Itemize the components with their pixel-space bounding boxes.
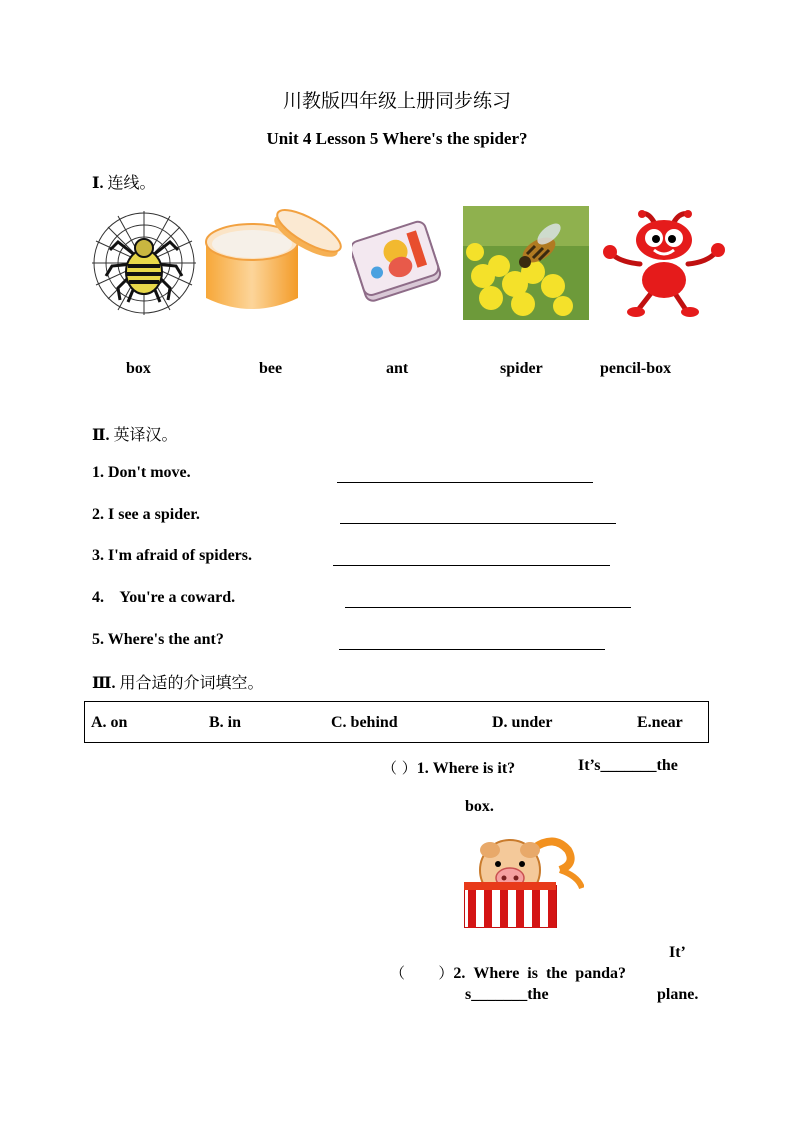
sentence-2: 2. I see a spider. (92, 506, 200, 523)
word-bee: bee (259, 360, 283, 377)
question-1-text: 1. Where is it? (416, 760, 516, 777)
word-pencil-box: pencil-box (600, 360, 672, 377)
option-d: D. under (492, 714, 553, 731)
question-2-tail: It’ (669, 944, 686, 961)
word-spider: spider (500, 360, 543, 377)
question-2-continuation: plane. (657, 986, 699, 1003)
question-1-continuation: box. (465, 798, 494, 815)
section-1-number: Ⅰ. (92, 175, 104, 192)
section-3-number: Ⅲ. (92, 675, 116, 692)
ant-picture (598, 206, 730, 320)
section-1-label: 连线。 (107, 173, 156, 192)
word-ant: ant (386, 360, 409, 377)
option-c: C. behind (331, 714, 398, 731)
pencil-box-icon (352, 206, 442, 320)
spider-picture (88, 206, 216, 320)
question-2-blank[interactable]: s_______the (465, 986, 549, 1003)
section-3-heading (92, 670, 264, 693)
answer-line-1[interactable] (337, 482, 593, 483)
question-2-text: 2. Where is the panda? (453, 965, 626, 982)
option-a: A. on (91, 714, 128, 731)
answer-bracket-2[interactable]: （ ） (390, 964, 454, 982)
answer-line-4[interactable] (345, 607, 631, 608)
question-1 (382, 757, 515, 778)
section-2-label: 英译汉。 (113, 425, 178, 444)
box-picture (202, 206, 330, 320)
section-1-heading (92, 170, 156, 193)
section-2-heading (92, 422, 178, 445)
gift-box-icon (464, 830, 584, 928)
ant-icon (598, 206, 730, 320)
section-3-label: 用合适的介词填空。 (119, 673, 264, 692)
section-2-number: Ⅱ. (92, 427, 110, 444)
box-icon (202, 206, 342, 320)
sentence-5: 5. Where's the ant? (92, 631, 224, 648)
question-1-blank[interactable]: It’s_______the (578, 757, 678, 774)
word-box: box (126, 360, 151, 377)
spider-icon (88, 206, 200, 320)
question-2 (382, 944, 626, 983)
gift-box-picture (464, 830, 584, 928)
answer-bracket-1[interactable]: （ ） (382, 759, 417, 777)
sentence-1: 1. Don't move. (92, 464, 191, 481)
sentence-3: 3. I'm afraid of spiders. (92, 547, 252, 564)
option-e: E.near (637, 714, 683, 731)
page-title: 川教版四年级上册同步练习 (282, 90, 511, 112)
pencil-box-picture (352, 206, 480, 320)
bee-icon (463, 206, 589, 320)
bee-picture (463, 206, 589, 320)
sentence-4: 4. You're a coward. (92, 589, 236, 606)
answer-line-3[interactable] (333, 565, 610, 566)
answer-line-2[interactable] (340, 523, 616, 524)
answer-line-5[interactable] (339, 649, 605, 650)
page-subtitle: Unit 4 Lesson 5 Where's the spider? (266, 129, 528, 148)
option-b: B. in (209, 714, 242, 731)
